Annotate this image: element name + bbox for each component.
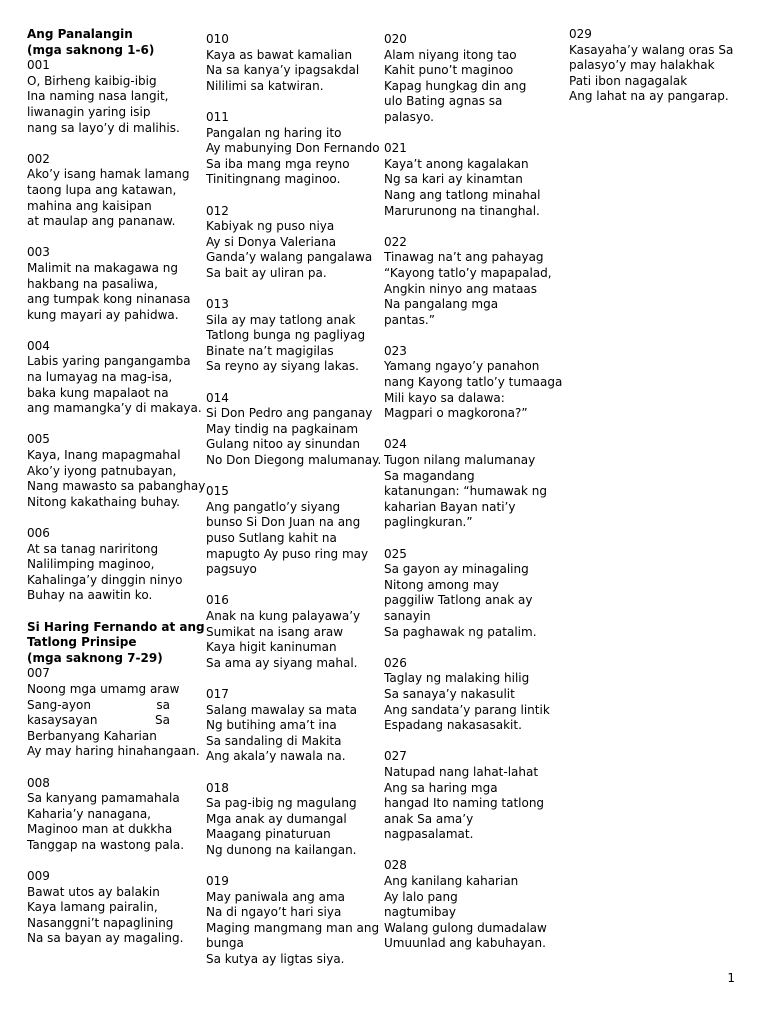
- stanza-009: [27, 869, 197, 947]
- verse-line: Kabiyak ng puso niya: [206, 219, 335, 234]
- stanza-011: [206, 110, 378, 188]
- verse-line: Ng butihing ama’t ina: [206, 718, 337, 733]
- verse-line: mahina ang kaisipan: [27, 198, 152, 213]
- stanza-004: [27, 338, 202, 417]
- verse-line: Ang sa haring mga: [384, 780, 498, 795]
- verse-line: Anak na kung palayawa’y: [206, 608, 361, 623]
- verse-line: Maginoo man at dukkha: [27, 822, 173, 837]
- stanza-024: [384, 437, 562, 531]
- verse-line: ang mamangka’y di makaya.: [27, 401, 202, 416]
- verse-line: Mili kayo sa dalawa:: [384, 390, 505, 405]
- stanza-015: [206, 484, 378, 578]
- verse-line: nagtumibay: [384, 905, 456, 920]
- verse-line: Marurunong na tinanghal.: [384, 203, 540, 218]
- verse-word: kasaysayan: [27, 713, 98, 728]
- verse-line: anak Sa ama’y: [384, 811, 474, 826]
- verse-line: Binate na’t magigilas: [206, 343, 334, 358]
- section-heading-haring-fernando: [27, 619, 205, 667]
- heading-line: Tatlong Prinsipe: [27, 635, 137, 650]
- stanza-007: [27, 666, 200, 760]
- verse-line: Sa magandang: [384, 468, 475, 483]
- stanza-number: 006: [27, 526, 50, 540]
- verse-line: Kaya, Inang mapagmahal: [27, 448, 181, 463]
- verse-line: Ay lalo pang: [384, 889, 458, 904]
- stanza-number: 003: [27, 245, 50, 260]
- verse-line: Nitong among may: [384, 577, 499, 592]
- stanza-010: [206, 32, 378, 94]
- stanza-026: [384, 656, 562, 734]
- verse-line: No Don Diegong malumanay.: [206, 453, 382, 468]
- stanza-022: [384, 235, 562, 329]
- verse-line: Nitong kakathaing buhay.: [27, 494, 180, 509]
- verse-line: katanungan: “humawak ng: [384, 484, 548, 499]
- verse-line: Tugon nilang malumanay: [384, 453, 536, 468]
- stanza-number: 020: [384, 32, 407, 46]
- stanza-023: [384, 344, 562, 422]
- verse-line: hakbang na pasaliwa,: [27, 276, 158, 291]
- verse-line: Natupad nang lahat-lahat: [384, 764, 539, 779]
- verse-line: Kahalinga’y dinggin ninyo: [27, 572, 183, 587]
- verse-line: O, Birheng kaibig-ibig: [27, 73, 157, 88]
- stanza-029: [569, 27, 759, 105]
- stanza-number: 004: [27, 338, 50, 353]
- verse-line: Taglay ng malaking hilig: [384, 671, 530, 686]
- verse-line: liwanagin yaring isip: [27, 104, 151, 119]
- verse-line: Buhay na aawitin ko.: [27, 588, 153, 603]
- stanza-number: 021: [384, 141, 407, 156]
- stanza-001: [27, 58, 197, 136]
- stanza-019: [206, 874, 378, 968]
- verse-line: Maging mangmang man ang: [206, 920, 380, 935]
- stanza-number: 001: [27, 58, 50, 73]
- verse-word: sa: [156, 697, 170, 712]
- verse-line: Ina naming nasa langit,: [27, 89, 169, 104]
- verse-line: Ang akala’y nawala na.: [206, 749, 346, 764]
- heading-line: (mga saknong 7-29): [27, 650, 163, 665]
- stanza-005: [27, 432, 206, 510]
- verse-line: Sa gayon ay minagaling: [384, 562, 529, 577]
- verse-line: Sa paghawak ng patalim.: [384, 624, 537, 639]
- verse-line: Nililimi sa katwiran.: [206, 78, 324, 93]
- verse-line: hangad Ito naming tatlong: [384, 796, 545, 811]
- verse-line: palasyo’y may halakhak: [569, 58, 715, 73]
- verse-line: Sumikat na isang araw: [206, 624, 344, 639]
- stanza-number: 010: [206, 32, 229, 46]
- stanza-number: 026: [384, 655, 407, 670]
- verse-line: kung mayari ay pahidwa.: [27, 307, 179, 322]
- verse-line: nagpasalamat.: [384, 827, 474, 842]
- stanza-number: 027: [384, 749, 407, 764]
- verse-line: Nang ang tatlong minahal: [384, 187, 541, 202]
- stanza-number: 029: [569, 27, 592, 41]
- verse-line: May tindig na pagkainam: [206, 421, 359, 436]
- verse-line: Espadang nakasasakit.: [384, 718, 522, 733]
- stanza-028: [384, 858, 562, 952]
- verse-line: puso Sutlang kahit na: [206, 531, 337, 545]
- verse-line: palasyo.: [384, 109, 434, 124]
- verse-line: bunga: [206, 936, 244, 951]
- verse-line: Maagang pinaturuan: [206, 827, 331, 842]
- verse-line: pagsuyo: [206, 562, 257, 577]
- verse-line: Sa bait ay uliran pa.: [206, 265, 327, 280]
- stanza-number: 012: [206, 203, 229, 218]
- verse-line: Pati ibon nagagalak: [569, 73, 688, 88]
- stanza-003: [27, 245, 197, 323]
- stanza-number: 022: [384, 234, 407, 249]
- verse-line: Ng sa kari ay kinamtan: [384, 172, 523, 187]
- verse-line: Na sa bayan ay magaling.: [27, 931, 184, 946]
- verse-line: Noong mga umamg araw: [27, 681, 180, 696]
- stanza-number: 008: [27, 775, 50, 790]
- verse-line: Walang gulong dumadalaw: [384, 920, 547, 935]
- stanza-number: 007: [27, 666, 50, 681]
- page-number: 1: [727, 971, 735, 986]
- verse-line: Magpari o magkorona?”: [384, 406, 528, 421]
- stanza-016: [206, 593, 378, 671]
- verse-line: Sa ama ay siyang mahal.: [206, 655, 358, 670]
- verse-line: paggiliw Tatlong anak ay: [384, 593, 533, 608]
- stanza-number: 028: [384, 858, 407, 873]
- column-1: [27, 27, 206, 963]
- stanza-number: 016: [206, 593, 229, 608]
- stanza-025: [384, 547, 562, 641]
- stanza-number: 025: [384, 546, 407, 561]
- stanza-number: 009: [27, 869, 50, 884]
- verse-line: Berbanyang Kaharian: [27, 728, 157, 743]
- verse-line: Nalilimping maginoo,: [27, 557, 155, 572]
- verse-line: Si Don Pedro ang panganay: [206, 406, 373, 421]
- verse-line: Mga anak ay dumangal: [206, 811, 347, 826]
- verse-line: baka kung mapalaot na: [27, 385, 169, 400]
- verse-line: bunso Si Don Juan na ang: [206, 515, 361, 530]
- verse-line: Sa pag-ibig ng magulang: [206, 796, 357, 811]
- verse-line: Sila ay may tatlong anak: [206, 312, 356, 327]
- stanza-number: 014: [206, 390, 229, 405]
- stanza-006: [27, 526, 197, 604]
- verse-line: Kahit puno’t maginoo: [384, 63, 514, 78]
- stanza-number: 002: [27, 151, 50, 166]
- verse-line: nang Kayong tatlo’y tumaaga: [384, 375, 563, 390]
- verse-line: Sa sandaling di Makita: [206, 733, 342, 748]
- verse-line: Kaya higit kaninuman: [206, 640, 337, 655]
- verse-line: May paniwala ang ama: [206, 889, 345, 904]
- verse-line: Kaya’t anong kagalakan: [384, 156, 529, 171]
- stanza-number: 024: [384, 437, 407, 452]
- verse-line: Sa reyno ay siyang lakas.: [206, 359, 359, 374]
- verse-line: Kaya lamang pairalin,: [27, 900, 158, 915]
- verse-line: Ay si Donya Valeriana: [206, 234, 337, 249]
- verse-line: na lumayag na mag-isa,: [27, 370, 173, 385]
- verse-line: Nasanggni’t napaglining: [27, 915, 174, 930]
- stanza-021: [384, 141, 562, 219]
- stanza-number: 023: [384, 343, 407, 358]
- stanza-number: 018: [206, 780, 229, 795]
- verse-line: ulo Bating agnas sa: [384, 94, 503, 109]
- verse-line-justified: [27, 713, 170, 729]
- verse-line: at maulap ang pananaw.: [27, 214, 176, 229]
- verse-line: nang sa layo’y di malihis.: [27, 120, 180, 135]
- verse-line: Alam niyang itong tao: [384, 47, 517, 62]
- column-3: [384, 32, 562, 968]
- verse-line: Ako’y iyong patnubayan,: [27, 463, 177, 478]
- verse-line: Sa sanaya’y nakasulit: [384, 686, 515, 701]
- verse-line: Ang kanilang kaharian: [384, 874, 519, 889]
- verse-line: Ako’y isang hamak lamang: [27, 167, 190, 182]
- stanza-number: 015: [206, 484, 229, 499]
- verse-line: Sa iba mang mga reyno: [206, 156, 350, 171]
- verse-line: taong lupa ang katawan,: [27, 182, 177, 197]
- verse-line: Ganda’y walang pangalawa: [206, 250, 373, 265]
- verse-line: Yamang ngayo’y panahon: [384, 359, 540, 374]
- verse-line: Tinitingnang maginoo.: [206, 172, 341, 187]
- verse-line: Nang mawasto sa pabanghay: [27, 479, 206, 494]
- verse-line: Sa kanyang pamamahala: [27, 791, 180, 806]
- stanza-number: 005: [27, 432, 50, 447]
- verse-line: Na sa kanya’y ipagsakdal: [206, 63, 360, 78]
- verse-line: pantas.”: [384, 312, 435, 327]
- verse-line: Ang sandata’y parang lintik: [384, 702, 550, 717]
- verse-line: Labis yaring pangangamba: [27, 354, 191, 369]
- heading-line: Si Haring Fernando at ang: [27, 619, 205, 634]
- verse-line: Kasayaha’y walang oras Sa: [569, 42, 734, 57]
- verse-line: Malimit na makagawa ng: [27, 260, 179, 275]
- verse-line: Umuunlad ang kabuhayan.: [384, 936, 546, 951]
- verse-line: kaharian Bayan nati’y: [384, 499, 516, 514]
- verse-line: Kapag hungkag din ang: [384, 78, 527, 93]
- verse-line: Ang pangatlo’y siyang: [206, 499, 341, 514]
- verse-line: “Kayong tatlo’y mapapalad,: [384, 265, 552, 280]
- verse-line: ang tumpak kong ninanasa: [27, 292, 191, 307]
- stanza-014: [206, 390, 382, 469]
- verse-line: Kaya as bawat kamalian: [206, 47, 353, 62]
- column-4: [569, 27, 759, 121]
- verse-line: Sa kutya ay ligtas siya.: [206, 952, 345, 967]
- stanza-020: [384, 32, 562, 126]
- stanza-013: [206, 297, 378, 375]
- heading-line: (mga saknong 1-6): [27, 42, 155, 57]
- verse-line: Ang lahat na ay pangarap.: [569, 89, 729, 104]
- verse-line: Ay may haring hinahangaan.: [27, 744, 200, 759]
- stanza-number: 017: [206, 686, 229, 701]
- stanza-number: 011: [206, 109, 229, 124]
- verse-line: Ng dunong na kailangan.: [206, 842, 357, 857]
- verse-line: Ay mabunying Don Fernando: [206, 141, 380, 156]
- verse-line: Gulang nitoo ay sinundan: [206, 437, 361, 452]
- verse-line: Tinawag na’t ang pahayag: [384, 250, 544, 265]
- verse-line: Tatlong bunga ng pagliyag: [206, 328, 366, 343]
- verse-line: Kaharia’y nanagana,: [27, 806, 151, 821]
- section-heading-panalangin: [27, 27, 197, 58]
- verse-line: At sa tanag nariritong: [27, 541, 159, 556]
- verse-line: Na pangalang mga: [384, 297, 499, 312]
- verse-line: sanayin: [384, 608, 431, 623]
- heading-line: Ang Panalangin: [27, 27, 133, 41]
- verse-line: Salang mawalay sa mata: [206, 702, 358, 717]
- stanza-027: [384, 749, 562, 843]
- stanza-018: [206, 781, 378, 859]
- verse-word: Sa: [155, 713, 170, 728]
- verse-line: Tanggap na wastong pala.: [27, 837, 185, 852]
- column-2: [206, 32, 382, 983]
- verse-line: Na di ngayo’t hari siya: [206, 905, 342, 920]
- stanza-017: [206, 687, 378, 765]
- verse-line: mapugto Ay puso ring may: [206, 546, 369, 561]
- verse-word: Sang-ayon: [27, 697, 91, 712]
- verse-line: Angkin ninyo ang mataas: [384, 281, 538, 296]
- stanza-012: [206, 204, 378, 282]
- stanza-008: [27, 776, 197, 854]
- verse-line: Pangalan ng haring ito: [206, 125, 342, 140]
- stanza-002: [27, 152, 197, 230]
- verse-line: paglingkuran.”: [384, 515, 473, 530]
- stanza-number: 013: [206, 297, 229, 312]
- verse-line: Bawat utos ay balakin: [27, 884, 160, 899]
- verse-line-justified: [27, 698, 170, 714]
- stanza-number: 019: [206, 874, 229, 889]
